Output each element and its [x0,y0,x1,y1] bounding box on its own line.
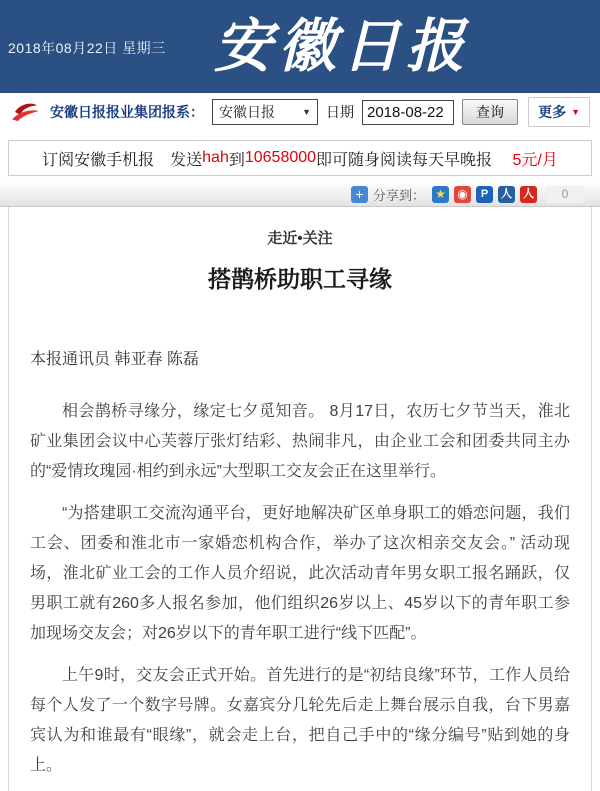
article-category: 走近•关注 [267,230,333,247]
renren-icon[interactable]: 人 [498,186,515,203]
masthead [0,0,600,93]
article-title: 搭鹊桥助职工寻缘 [208,266,392,292]
paper-select-value: 安徽日报 [219,104,275,120]
share-strip [0,183,600,207]
paper-group-label: 安徽日报报业集团报系： [50,104,204,120]
date-input[interactable] [362,100,454,125]
masthead-date: 2018年08月22日 星期三 [8,40,166,56]
share-more-icon[interactable]: + [351,186,368,203]
chevron-down-icon: ▼ [302,107,311,117]
query-button[interactable]: 查询 [462,99,518,125]
article-paragraph: 相会鹊桥寻缘分，缘定七夕觅知音。 8月17日，农历七夕节当天，淮北矿业集团会议中心芙蓉厅张灯结彩、热闹非凡，由企业工会和团委共同主办的“爱情玫瑰园·相约到永远”大型职工交友会正在这里举行。 [30,403,570,480]
paper-select[interactable] [212,99,318,125]
sms-code: hah [202,149,229,166]
people-weibo-icon[interactable]: 人 [520,186,537,203]
more-label: 更多 [538,104,567,120]
sms-number: 10658000 [244,149,317,166]
subscribe-text-suffix: 即可随身阅读每天早晚报 [316,151,513,169]
newspaper-logo[interactable]: 安徽日报 [213,12,470,80]
subscribe-text-mid: 到 [228,151,245,169]
article-paragraph: “为搭建职工交流沟通平台，更好地解决矿区单身职工的婚恋问题，我们工会、团委和淮北市一家婚恋机构合作，举办了这次相亲交友会。” 活动现场，淮北矿业工会的工作人员介绍说，此次活动青年男女职工报名踊跃，仅男职工就有260多人报名参加，他们组织26岁以上、45岁以下的青年职工参加现场交友会；对26岁以下的青年职工进行“线下匹配”。 [30,505,570,642]
brand-flame-icon [10,101,40,123]
share-label: 分享到： [372,188,425,203]
pengyou-icon[interactable]: P [476,186,493,203]
article-body [30,397,570,781]
triangle-down-icon: ▼ [571,107,580,117]
more-button[interactable] [528,97,590,127]
article-paragraph: 上午9时，交友会正式开始。首先进行的是“初结良缘”环节，工作人员给每个人发了一个数字号牌。女嘉宾分几轮先后走上舞台展示自我，台下男嘉宾认为和谁最有“眼缘”，就会走上台，把自己手中的“缘分编号”贴到她的身上。 [30,667,570,774]
subscribe-text-prefix: 订阅安徽手机报 发送 [42,151,203,169]
sina-weibo-icon[interactable]: ◉ [454,186,471,203]
subscribe-price: 5元/月 [512,151,558,169]
date-label: 日期 [326,104,354,120]
paper-group-toolbar [0,93,600,131]
subscribe-banner [8,140,592,176]
article-panel [8,207,592,791]
qzone-icon[interactable]: ★ [432,186,449,203]
share-count[interactable]: 0 [546,186,584,203]
article-byline: 本报通讯员 韩亚春 陈磊 [30,351,199,368]
